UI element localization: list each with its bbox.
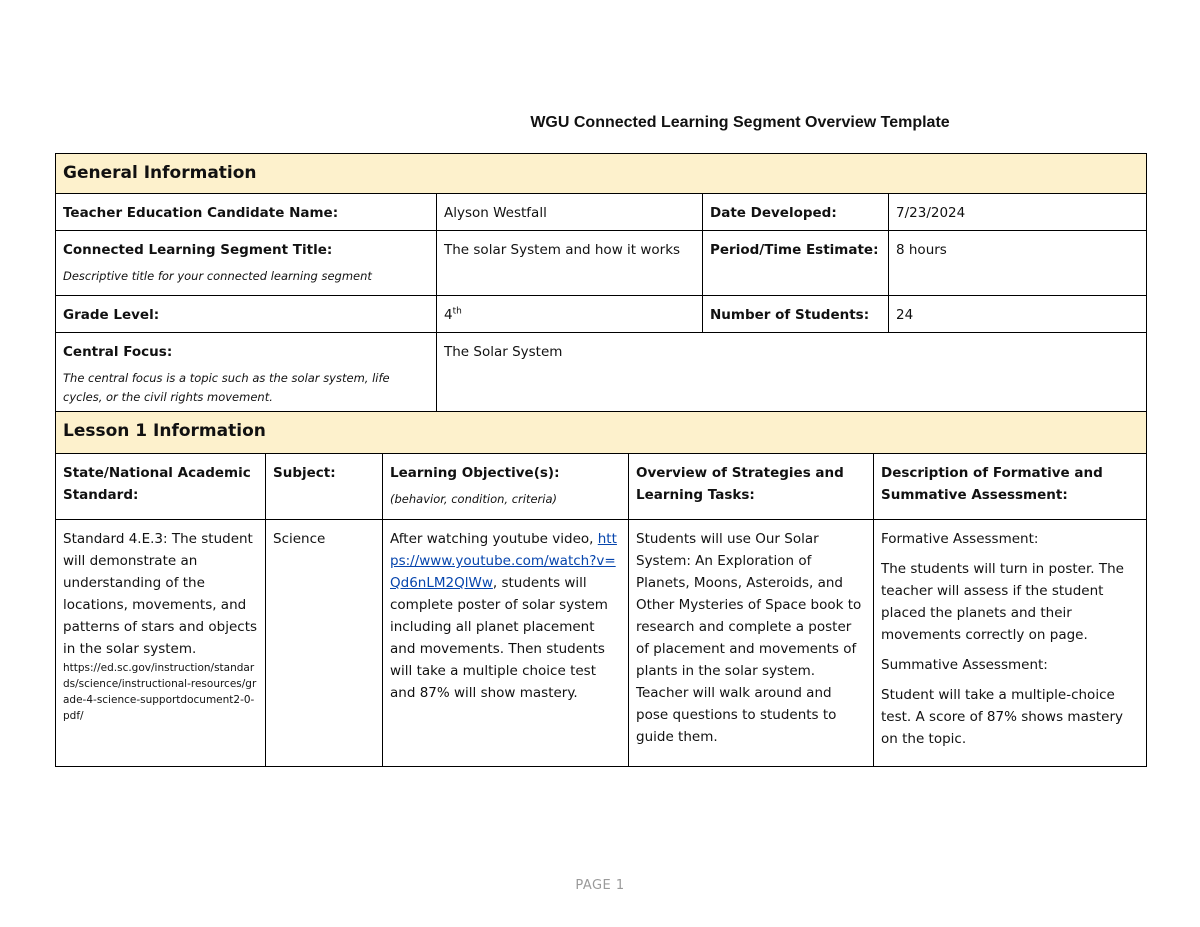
page-number-footer: PAGE 1 [575,878,625,893]
formative-label: Formative Assessment: [881,531,1039,547]
strategies-header: Overview of Strategies and Learning Tasks: [629,454,874,520]
subject-header: Subject: [266,454,383,520]
lesson-1-heading: Lesson 1 Information [56,412,1147,454]
assessment-header: Description of Formative and Summative Assessment: [874,454,1147,520]
grade-level-value: 4th [437,296,703,333]
number-of-students-value: 24 [889,296,1147,333]
segment-title-description: Descriptive title for your connected learning segment [63,269,372,283]
general-information-heading: General Information [56,154,1147,194]
segment-title-value: The solar System and how it works [437,231,703,296]
date-developed-value: 7/23/2024 [889,194,1147,231]
objective-header: Learning Objective(s): (behavior, condition, criteria) [383,454,629,520]
youtube-video-link[interactable]: https://www.youtube.com/watch?v=Qd6nLM2QlWw [390,531,617,591]
summative-text: Student will take a multiple-choice test. A score of 87% shows mastery on the topic. [881,687,1124,747]
document-title: WGU Connected Learning Segment Overview Template [530,114,950,131]
formative-text: The students will turn in poster. The teacher will assess if the student placed the planets and their movements correctly on page. [881,561,1124,643]
general-information-table [55,153,1147,416]
central-focus-value: The Solar System [437,333,1147,416]
grade-level-label: Grade Level: [56,296,437,333]
central-focus-description: The central focus is a topic such as the solar system, life cycles, or the civil rights movement. [63,371,390,404]
period-estimate-value: 8 hours [889,231,1147,296]
central-focus-label: Central Focus: The central focus is a topic such as the solar system, life cycles, or the civil rights movement. [56,333,437,416]
strategies-cell: Students will use Our Solar System: An Exploration of Planets, Moons, Asteroids, and Other Mysteries of Space book to research and complete a poster of placement and movements of plants in the solar system. Teacher will walk around and pose questions to students to guide them. [629,520,874,767]
assessment-cell [874,520,1147,767]
date-developed-label: Date Developed: [703,194,889,231]
summative-label: Summative Assessment: [881,657,1048,673]
period-estimate-label: Period/Time Estimate: [703,231,889,296]
number-of-students-label: Number of Students: [703,296,889,333]
candidate-name-label: Teacher Education Candidate Name: [56,194,437,231]
candidate-name-value: Alyson Westfall [437,194,703,231]
standard-header: State/National Academic Standard: [56,454,266,520]
standard-resource-link[interactable]: https://ed.sc.gov/instruction/standards/science/instructional-resources/grade-4-science-supportdocument2-0-pdf/ [63,662,257,722]
segment-title-label: Connected Learning Segment Title: Descriptive title for your connected learning segment [56,231,437,296]
objective-cell: After watching youtube video, https://www.youtube.com/watch?v=Qd6nLM2QlWw, students will complete poster of solar system including all planet placement and movements. Then students will take a multiple choice test and 87% will show mastery. [383,520,629,767]
standard-cell [56,520,266,767]
standard-text: Standard 4.E.3: The student will demonstrate an understanding of the locations, movements, and patterns of stars and objects in the solar system. [63,531,258,657]
subject-cell: Science [266,520,383,767]
lesson-1-table [55,411,1147,767]
objective-criteria-note: (behavior, condition, criteria) [390,492,557,506]
